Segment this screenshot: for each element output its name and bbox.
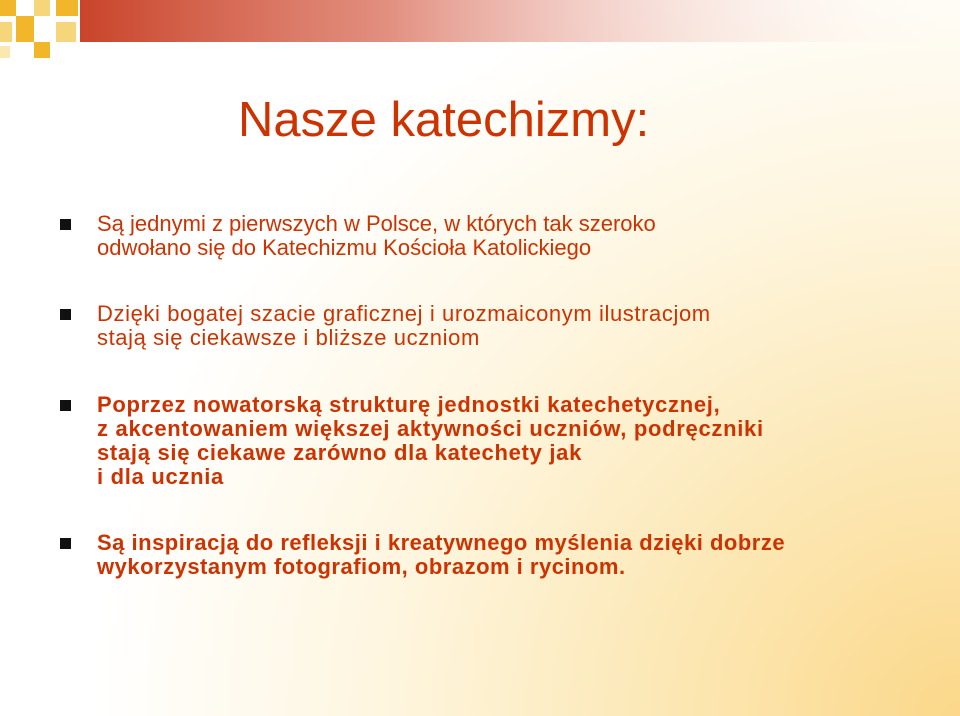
bullet-line: stają się ciekawsze i bliższe uczniom bbox=[97, 325, 480, 350]
bullet-line: Poprzez nowatorską strukturę jednostki katechetycznej, bbox=[97, 392, 721, 417]
bullet-line: z akcentowaniem większej aktywności uczniów, podręczniki bbox=[97, 416, 764, 441]
bullet-marker-icon bbox=[60, 219, 71, 230]
slide-title: Nasze katechizmy: bbox=[238, 93, 650, 147]
bullet-line: Są inspiracją do refleksji i kreatywnego myślenia dzięki dobrze bbox=[97, 530, 786, 555]
bullet-line: odwołano się do Katechizmu Kościoła Katolickiego bbox=[97, 235, 592, 260]
bullet-text bbox=[97, 302, 937, 350]
bullet-text bbox=[97, 531, 937, 579]
bullet-marker-icon bbox=[60, 309, 71, 320]
bullet-text bbox=[97, 212, 937, 260]
bullet-text bbox=[97, 393, 937, 489]
bullet-marker-icon bbox=[60, 538, 71, 549]
bullet-line: Są jednymi z pierwszych w Polsce, w których tak szeroko bbox=[97, 211, 656, 236]
bullet-marker-icon bbox=[60, 400, 71, 411]
bullet-line: Dzięki bogatej szacie graficznej i urozmaiconym ilustracjom bbox=[97, 301, 711, 326]
bullet-line: i dla ucznia bbox=[97, 464, 224, 489]
bullet-line: wykorzystanym fotografiom, obrazom i rycinom. bbox=[97, 554, 626, 579]
bullet-line: stają się ciekawe zarówno dla katechety jak bbox=[97, 440, 582, 465]
